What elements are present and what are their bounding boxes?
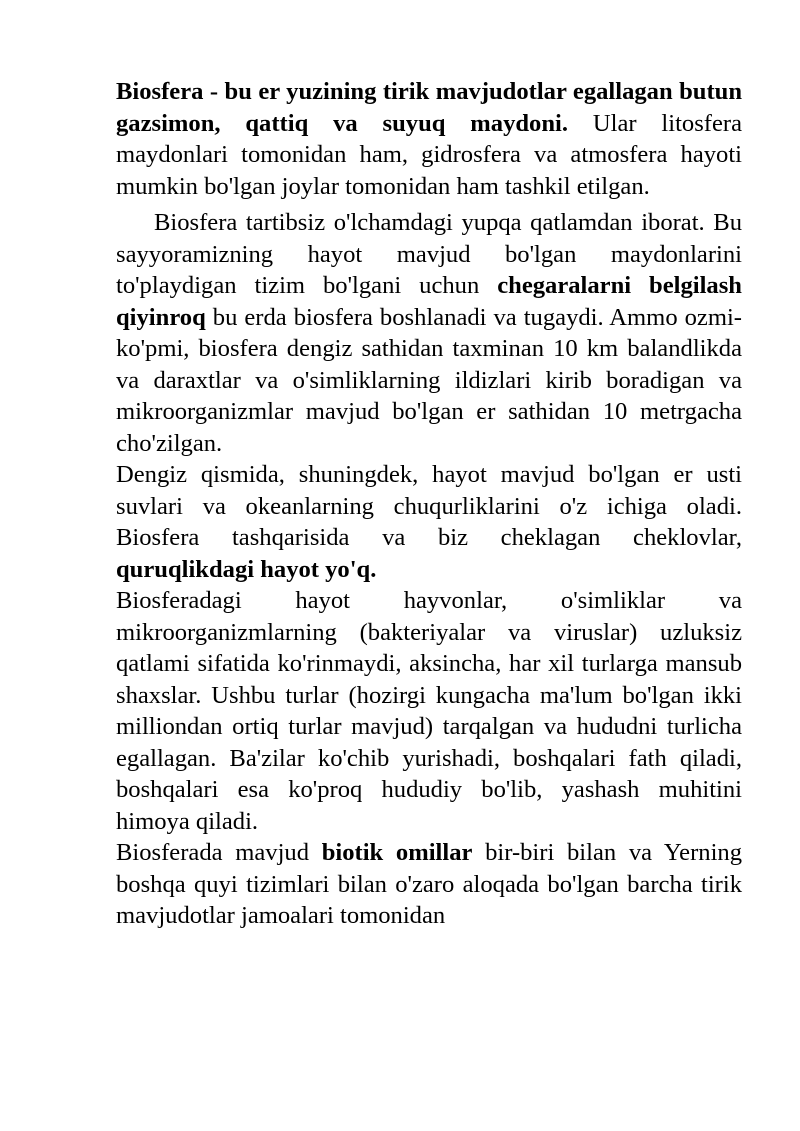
bold-biotic-factors: biotik omillar bbox=[321, 839, 473, 866]
text-run: Biosferada mavjud bbox=[116, 839, 322, 866]
paragraph-life-in-biosphere bbox=[116, 585, 742, 837]
text-run: bir-biri bilan va Yerning boshqa quyi tizimlari bilan o'zaro aloqada bo'lgan barcha tirik mavjudotlar jamoalari tomonidan bbox=[116, 839, 742, 929]
document-page bbox=[116, 76, 742, 932]
text-run: Ular litosfera maydonlari tomonidan ham, gidrosfera va atmosfera hayoti mumkin bo'lgan joylar tomonidan ham tashkil etilgan. bbox=[116, 109, 742, 200]
bold-no-land-life: quruqlikdagi hayot yo'q. bbox=[116, 555, 377, 583]
bold-definition: Biosfera - bu er yuzining tirik mavjudotlar egallagan butun gazsimon, qattiq va suyuq maydoni. bbox=[116, 78, 742, 137]
text-run: bu erda biosfera boshlanadi va tugaydi. Ammo ozmi-ko'pmi, biosfera dengiz sathidan taxminan 10 km balandlikda va daraxtlar va o'simliklarning ildizlari kirib boradigan va mikroorganizmlar mavjud bo'lgan er sathidan 10 metrgacha cho'zilgan. bbox=[116, 303, 742, 457]
text-run: Dengiz qismida, shuningdek, hayot mavjud bo'lgan er usti suvlari va okeanlarning chuqurliklarini o'z ichiga oladi. Biosfera tashqarisida va biz cheklagan cheklovlar, bbox=[116, 461, 742, 551]
paragraph-sea-part bbox=[116, 459, 742, 585]
text-run: Biosferadagi hayot hayvonlar, o'simliklar va mikroorganizmlarning (bakteriyalar va viruslar) uzluksiz qatlami sifatida ko'rinmaydi, aksincha, har xil turlarga mansub shaxslar. Ushbu turlar (hozirgi kungacha ma'lum bo'lgan ikki milliondan ortiq turlar mavjud) tarqalgan va hududni turlicha egallagan. Ba'zilar ko'chib yurishadi, boshqalari fath qiladi, boshqalari esa ko'proq hududiy bo'lib, yashash muhitini himoya qiladi. bbox=[116, 587, 742, 835]
paragraph-biosfera-boundaries bbox=[116, 207, 742, 459]
paragraph-biotic-factors bbox=[116, 837, 742, 932]
text-run: Biosfera tartibsiz o'lchamdagi yupqa qatlamdan iborat. Bu sayyoramizning hayot mavjud bo'lgan maydonlarini to'playdigan tizim bo'lgani uchun bbox=[116, 209, 742, 299]
paragraph-biosfera-definition bbox=[116, 76, 742, 202]
bold-boundaries: chegaralarni belgilash qiyinroq bbox=[116, 272, 742, 331]
